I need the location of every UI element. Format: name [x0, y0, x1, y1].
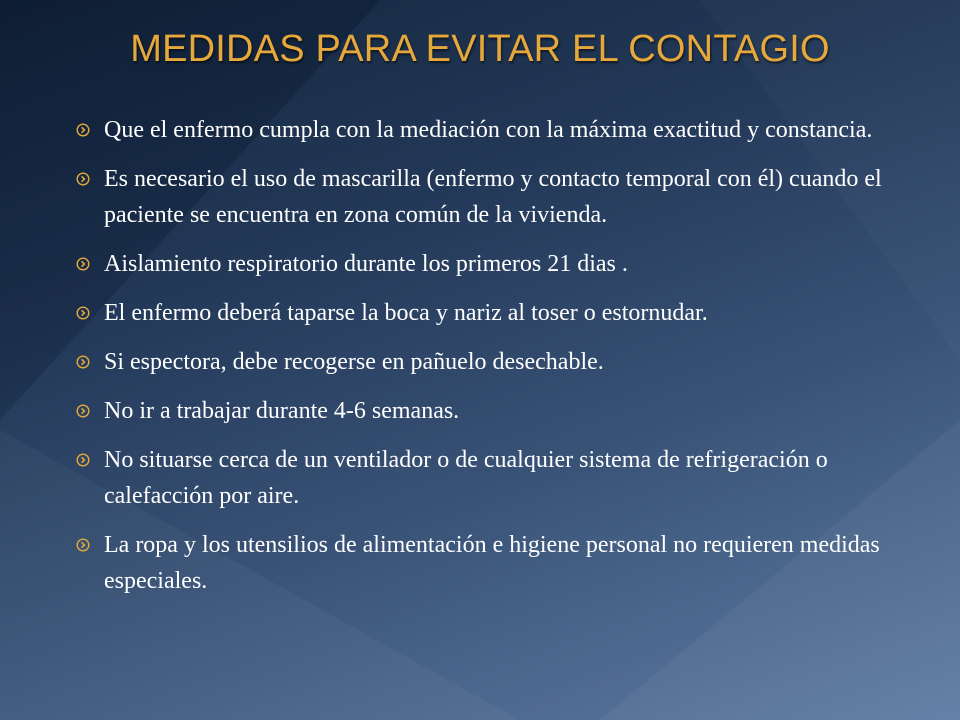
- list-item: [74, 393, 914, 429]
- bullet-text: Es necesario el uso de mascarilla (enfermo y contacto temporal con él) cuando el paciente se encuentra en zona común de la vivienda.: [104, 166, 882, 228]
- list-item: [74, 246, 914, 282]
- list-item: [74, 161, 914, 233]
- bullet-text: El enfermo deberá taparse la boca y nariz al toser o estornudar.: [104, 300, 708, 326]
- circled-chevron-right-icon: [76, 453, 90, 467]
- list-item: [74, 442, 914, 514]
- circled-chevron-right-icon: [76, 306, 90, 320]
- circled-chevron-right-icon: [76, 355, 90, 369]
- bullet-text: No ir a trabajar durante 4-6 semanas.: [104, 398, 460, 424]
- bullet-text: No situarse cerca de un ventilador o de cualquier sistema de refrigeración o calefacción por aire.: [104, 447, 828, 509]
- bullet-text: Aislamiento respiratorio durante los primeros 21 dias .: [104, 251, 628, 277]
- list-item: [74, 112, 914, 148]
- bullet-text: Si espectora, debe recogerse en pañuelo desechable.: [104, 349, 604, 375]
- circled-chevron-right-icon: [76, 404, 90, 418]
- circled-chevron-right-icon: [76, 172, 90, 186]
- list-item: [74, 527, 914, 599]
- circled-chevron-right-icon: [76, 123, 90, 137]
- bullet-list: [74, 112, 914, 612]
- circled-chevron-right-icon: [76, 257, 90, 271]
- circled-chevron-right-icon: [76, 538, 90, 552]
- bullet-text: Que el enfermo cumpla con la mediación con la máxima exactitud y constancia.: [104, 117, 873, 143]
- list-item: [74, 344, 914, 380]
- bullet-text: La ropa y los utensilios de alimentación e higiene personal no requieren medidas especiales.: [104, 532, 880, 594]
- slide-title: MEDIDAS PARA EVITAR EL CONTAGIO: [130, 28, 830, 70]
- list-item: [74, 295, 914, 331]
